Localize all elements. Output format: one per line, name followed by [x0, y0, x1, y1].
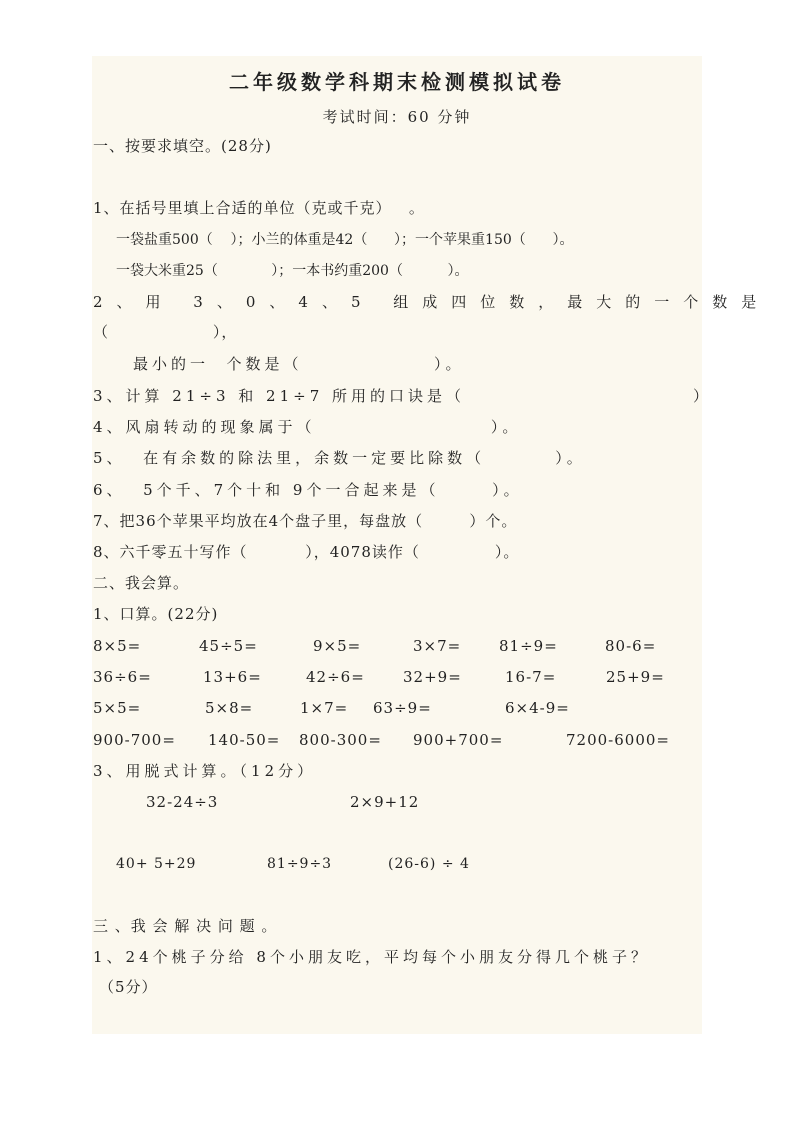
oral-item: 6×4-9= — [505, 699, 570, 717]
stepwise-item: 81÷9÷3 — [267, 856, 333, 872]
oral-item: 45÷5= — [199, 637, 258, 655]
question-8: 8、六千零五十写作（ ），4078读作（ ）。 — [93, 543, 520, 561]
question-2-line-b: （ ）， — [93, 323, 238, 341]
stepwise-item: 32-24÷3 — [146, 793, 219, 811]
oral-item: 42÷6= — [306, 668, 365, 686]
oral-item: 8×5= — [93, 637, 142, 655]
oral-item: 900-700= — [93, 731, 176, 749]
oral-item: 81÷9= — [499, 637, 558, 655]
oral-heading: 1、口算。(22分) — [93, 605, 219, 623]
oral-item: 25+9= — [606, 668, 665, 686]
oral-item: 7200-6000= — [566, 731, 670, 749]
stepwise-item: 40+ 5+29 — [116, 856, 197, 872]
page-title: 二年级数学科期末检测模拟试卷 — [229, 70, 565, 94]
section-3-heading: 三 、我 会 解 决 问 题 。 — [93, 917, 278, 935]
stepwise-item: 2×9+12 — [350, 793, 420, 811]
question-2-line-a: 2、用 3、0、4、5 组成四位数，最大的一个数是 — [93, 293, 771, 311]
question-1-line-b: 一袋大米重25（ ）；一本书约重200（ ）。 — [116, 263, 469, 279]
oral-item: 5×8= — [205, 699, 254, 717]
oral-item: 5×5= — [93, 699, 142, 717]
oral-item: 13+6= — [203, 668, 262, 686]
oral-item: 9×5= — [313, 637, 362, 655]
question-7: 7、把36个苹果平均放在4个盘子里，每盘放（ ）个。 — [93, 512, 518, 530]
oral-item: 140-50= — [208, 731, 281, 749]
question-2-line-c: 最小的一 个数是（ ）。 — [133, 355, 465, 373]
problem-1-line-b: （5分） — [99, 978, 158, 996]
oral-item: 32+9= — [403, 668, 462, 686]
question-1-line-a: 一袋盐重500（ ）；小兰的体重是42（ ）；一个苹果重150（ ）。 — [116, 232, 574, 248]
question-4: 4、风扇转动的现象属于（ ）。 — [93, 418, 522, 436]
oral-item: 36÷6= — [93, 668, 152, 686]
oral-item: 800-300= — [299, 731, 382, 749]
oral-item: 63÷9= — [373, 699, 432, 717]
question-6: 6、 5个千、7个十和 9个一合起来是（ ）。 — [93, 481, 523, 499]
question-1-stem: 1、在括号里填上合适的单位（克或千克） 。 — [93, 199, 425, 217]
oral-item: 1×7= — [300, 699, 349, 717]
question-3: 3、计算 21÷3 和 21÷7 所用的口诀是（ ） — [93, 387, 712, 405]
stepwise-heading: 3、用脱式计算。（12分） — [93, 762, 317, 780]
section-1-heading: 一、按要求填空。(28分) — [93, 137, 272, 155]
question-5: 5、 在有余数的除法里，余数一定要比除数（ ）。 — [93, 449, 586, 467]
oral-item: 900+700= — [413, 731, 504, 749]
section-2-heading: 二、我会算。 — [93, 574, 190, 592]
stepwise-item: (26-6) ÷ 4 — [388, 856, 470, 872]
page-subtitle: 考试时间：60 分钟 — [322, 108, 472, 126]
oral-item: 3×7= — [413, 637, 462, 655]
oral-item: 80-6= — [605, 637, 657, 655]
problem-1-line-a: 1、24个桃子分给 8个小朋友吃，平均每个小朋友分得几个桃子？ — [93, 948, 650, 966]
oral-item: 16-7= — [505, 668, 557, 686]
